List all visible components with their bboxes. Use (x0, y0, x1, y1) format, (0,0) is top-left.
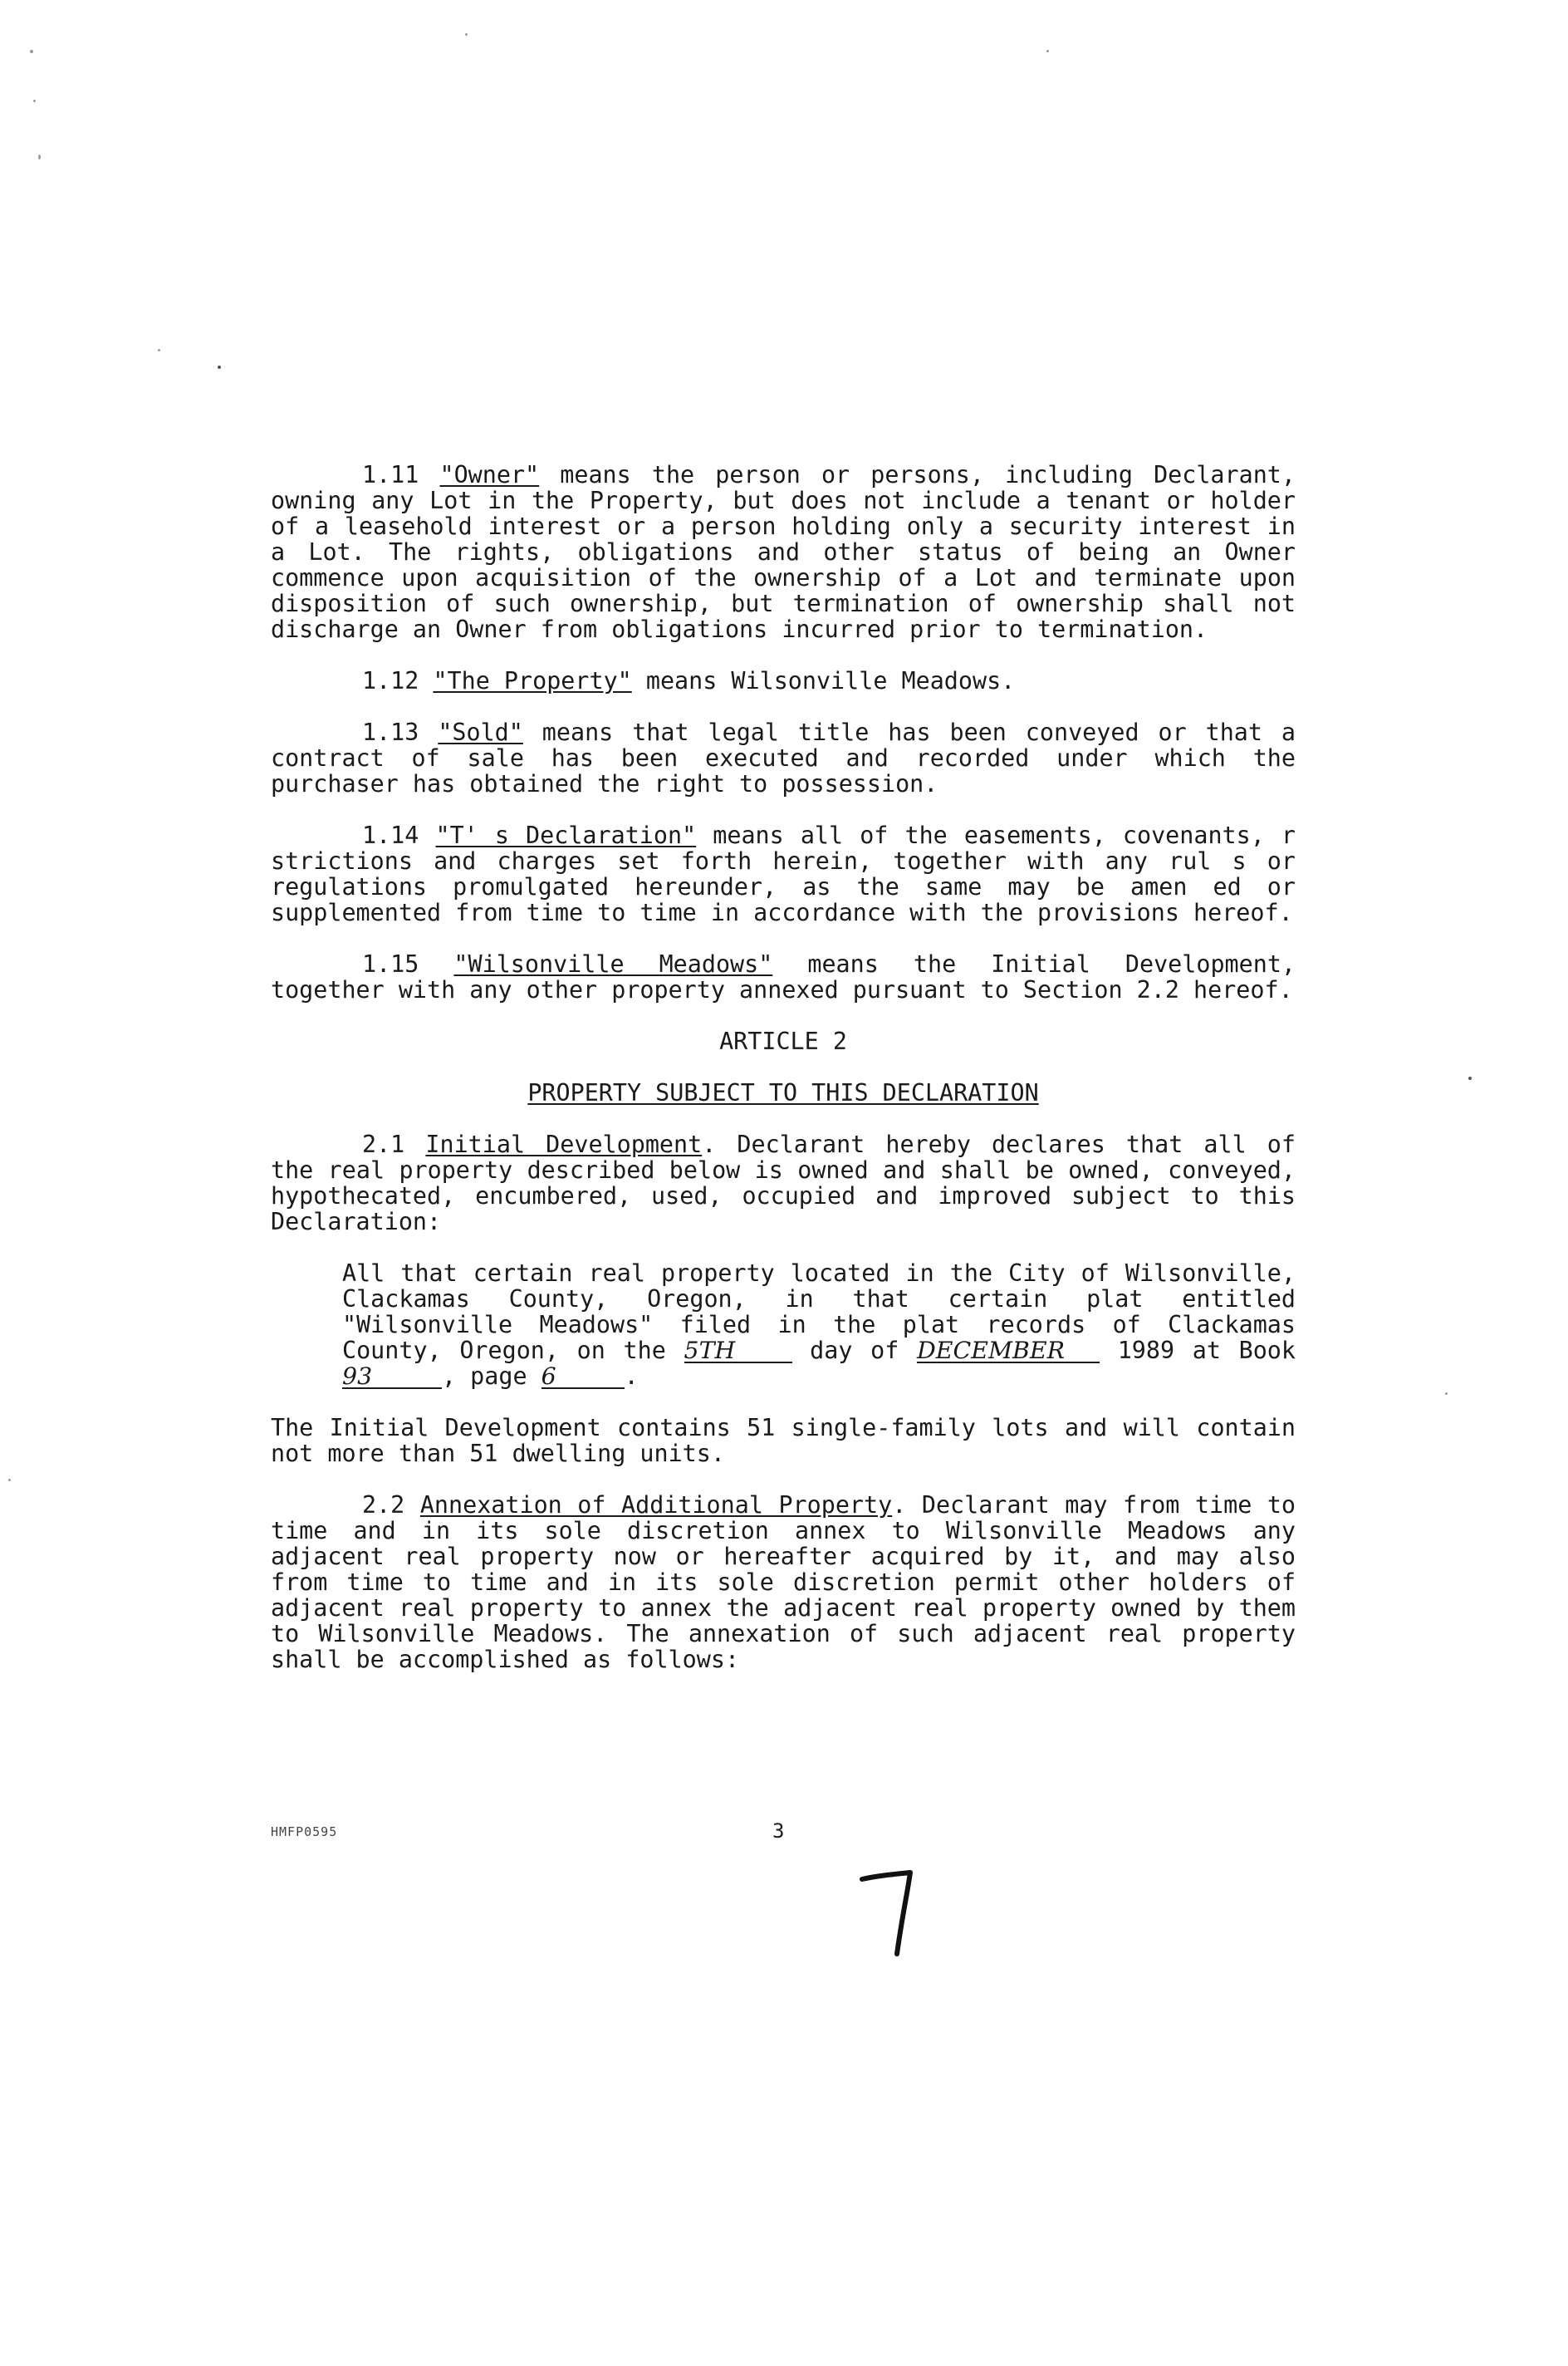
scan-speck (38, 155, 41, 160)
section-1-14 (271, 822, 1296, 925)
defined-term-declaration: "T' s Declaration" (435, 822, 697, 849)
legal-text-page: , page (442, 1362, 541, 1390)
section-text: . Declarant may from time to time and in its sole discretion annex to Wilsonville Meadows any adjacent real property now or hereafter acquired by it, and may also from time to time and in its sole discretion permit other holders of adjacent real property to annex the adjacent real property owned by them to Wilsonville Meadows. The annexation of such adjacent real property shall be accomplished as follows: (271, 1491, 1296, 1673)
section-text: means that legal title has been conveyed or that a contract of sale has been executed and recorded under which the purchaser has obtained the right to possession. (271, 719, 1296, 798)
defined-term-wilsonville-meadows: "Wilsonville Meadows" (453, 950, 773, 978)
section-title: Initial Development (425, 1131, 703, 1158)
scan-speck (30, 50, 33, 53)
section-text: means Wilsonville Meadows. (631, 667, 1016, 695)
section-text: means all of the easements, covenants, r strictions and charges set forth herein, together with any rul s or regulations promulgated hereunder, as the same may be amen ed or supplemented from time to time in accordance with the provisions hereof. (271, 822, 1296, 926)
article-heading: ARTICLE 2 (719, 1028, 847, 1055)
section-1-12 (271, 668, 1296, 694)
section-text: . Declarant hereby declares that all of the real property described below is owned and shall be owned, conveyed, hypothecated, encumbered, used, occupied and improved subject to this Declaration: (271, 1131, 1296, 1235)
section-1-15 (271, 951, 1296, 1003)
section-number: 1.11 (362, 461, 419, 488)
section-number: 2.2 (362, 1491, 405, 1519)
legal-text-before: All that certain real property located in the City of Wilsonville, Clackamas County, Oregon, in that certain plat entitled "Wilsonville Meadows" filed in the plat records of Clackamas County, Oregon, on the (342, 1259, 1296, 1364)
section-number: 1.15 (362, 950, 419, 978)
page-number: 3 (772, 1819, 785, 1843)
defined-term-owner: "Owner" (439, 461, 540, 488)
section-2-2 (271, 1492, 1296, 1672)
page-number-blank: 6 (541, 1366, 625, 1389)
scan-speck (33, 100, 36, 102)
scan-speck (218, 366, 221, 369)
scan-speck (1445, 1392, 1448, 1395)
section-1-11 (271, 462, 1296, 642)
legal-text-mid: day of (791, 1337, 918, 1364)
recording-month-blank: DECEMBER (917, 1340, 1100, 1363)
legal-text-end: . (624, 1362, 639, 1390)
defined-term-sold: "Sold" (438, 719, 523, 746)
article-title-text: PROPERTY SUBJECT TO THIS DECLARATION (527, 1079, 1039, 1107)
scan-speck (1046, 50, 1049, 52)
section-number: 1.12 (362, 667, 419, 695)
scan-speck (1468, 1077, 1472, 1080)
scan-speck (8, 1479, 11, 1481)
section-1-13 (271, 719, 1296, 797)
section-number: 2.1 (362, 1131, 405, 1158)
document-code: HMFP0595 (271, 1824, 338, 1839)
scan-speck (465, 33, 468, 36)
section-text: means the Initial Development, together with any other property annexed pursuant to Section 2.2 hereof. (271, 950, 1296, 1004)
legal-text-year: 1989 at Book (1100, 1337, 1296, 1364)
section-2-1 (271, 1131, 1296, 1235)
defined-term-property: "The Property" (433, 667, 632, 695)
section-number: 1.14 (362, 822, 419, 849)
initial-development-summary: The Initial Development contains 51 single-family lots and will contain not more than 51 dwelling units. (271, 1414, 1296, 1467)
handwritten-seven-mark (855, 1868, 922, 1959)
legal-description (342, 1260, 1296, 1389)
section-text: means the person or persons, including Declarant, owning any Lot in the Property, but does not include a tenant or holder of a leasehold interest or a person holding only a security interest in a Lot. The rights, obligations and other status of being an Owner commence upon acquisition of the ownership of a Lot and terminate upon disposition of such ownership, but termination of ownership shall not discharge an Owner from obligations incurred prior to termination. (271, 461, 1296, 643)
section-number: 1.13 (362, 719, 419, 746)
section-title: Annexation of Additional Property (419, 1491, 893, 1519)
document-body (271, 462, 1296, 1698)
article-title (271, 1080, 1296, 1106)
recording-day-blank: 5TH (684, 1340, 792, 1363)
book-number-blank: 93 (342, 1366, 442, 1389)
scan-speck (158, 349, 160, 351)
